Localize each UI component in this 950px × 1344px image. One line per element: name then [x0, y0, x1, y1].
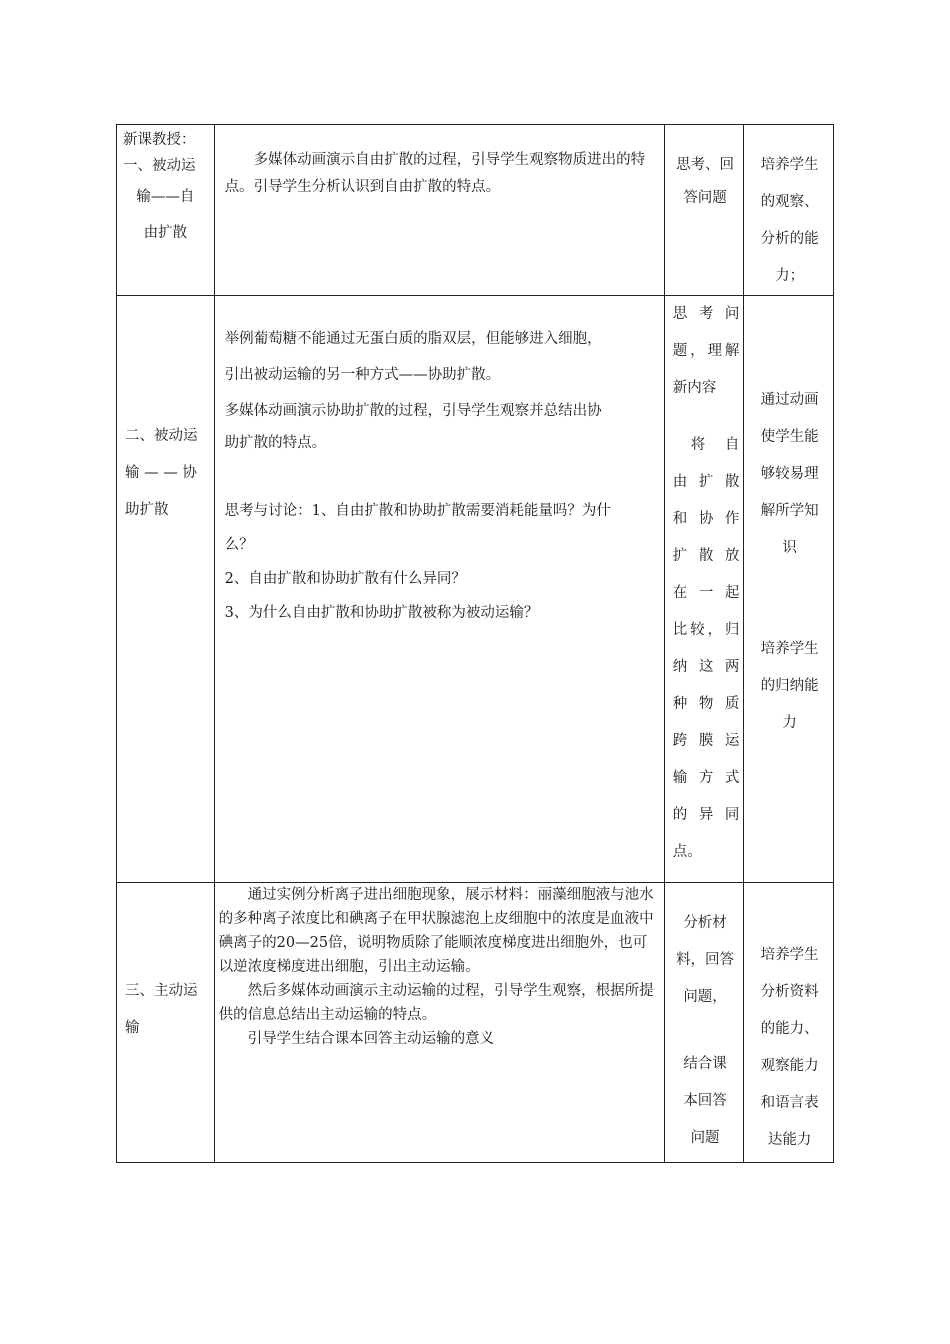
aim-line: 和语言表: [760, 1095, 819, 1111]
student-line: 输方式: [672, 770, 740, 786]
student-line: 扩散放: [672, 548, 740, 564]
aim-cell: [744, 883, 834, 1163]
student-activity-cell: [664, 296, 744, 883]
process-cell: [214, 883, 664, 1163]
student-line: 和协作: [672, 511, 740, 527]
aim-line: 分析的能: [760, 231, 819, 247]
student-line: 思考、回: [676, 157, 735, 173]
table-row: [117, 125, 834, 296]
process-line: 多媒体动画演示协助扩散的过程，引导学生观察并总结出协: [224, 403, 602, 419]
topic-cell: [117, 883, 215, 1163]
topic-line: 输——自: [136, 189, 195, 205]
process-line: 举例葡萄糖不能通过无蛋白质的脂双层，但能够进入细胞，: [224, 331, 602, 347]
student-line: 纳这两: [672, 659, 740, 675]
process-line: 引出被动运输的另一种方式——协助扩散。: [224, 367, 501, 383]
student-line: 比较，归: [672, 622, 740, 638]
aim-line: 培养学生: [760, 157, 819, 173]
aim-line: 力: [782, 715, 797, 731]
aim-line: 达能力: [767, 1132, 812, 1148]
student-line: 在一起: [672, 585, 740, 601]
discussion-line: 3、为什么自由扩散和协助扩散被称为被动运输？: [224, 605, 539, 621]
aim-line: 培养学生: [760, 641, 819, 657]
aim-line: 的归纳能: [760, 678, 819, 694]
aim-line: 的能力、: [760, 1021, 819, 1037]
topic-cell: [117, 296, 215, 883]
student-line: 新内容: [672, 380, 717, 396]
student-line: 结合课: [683, 1056, 727, 1072]
aim-line: 识: [782, 540, 797, 556]
student-line: 思考问: [672, 306, 740, 322]
aim-cell: [744, 296, 834, 883]
student-line: 答问题: [683, 190, 727, 206]
student-line: 题，理解: [672, 343, 740, 359]
discussion-line: 2、自由扩散和协助扩散有什么异同？: [224, 571, 466, 587]
table-row: [117, 883, 834, 1163]
student-line: 种物质: [672, 696, 740, 712]
lesson-plan-table: [116, 124, 834, 1163]
process-cell: [214, 125, 664, 296]
aim-line: 观察能力: [760, 1058, 819, 1074]
aim-line: 的观察、: [760, 194, 819, 210]
aim-line: 够较易理: [760, 466, 819, 482]
student-line: 跨膜运: [672, 733, 740, 749]
student-line: 问题: [690, 1130, 720, 1146]
process-paragraph: 引导学生结合课本回答主动运输的意义: [247, 1031, 495, 1047]
aim-line: 分析资料: [760, 984, 819, 1000]
discussion-line: 么？: [224, 537, 254, 553]
process-paragraph: 然后多媒体动画演示主动运输的过程，引导学生观察，根据所提供的信息总结出主动运输的特点。: [218, 983, 654, 1023]
student-line: 本回答: [683, 1093, 727, 1109]
topic-line: 输: [125, 1020, 140, 1036]
process-paragraph: 通过实例分析离子进出细胞现象，展示材料：丽藻细胞液与池水的多种离子浓度比和碘离子在甲状腺滤泡上皮细胞中的浓度是血液中碘离子的20—25倍，说明物质除了能顺浓度梯度进出细胞外，也可以逆浓度梯度进出细胞，引出主动运输。: [218, 887, 654, 975]
student-line: 问题，: [683, 989, 727, 1005]
discussion-line: 思考与讨论：1、自由扩散和协助扩散需要消耗能量吗？为什: [224, 503, 611, 519]
aim-cell: [744, 125, 834, 296]
topic-line: 由扩散: [143, 225, 188, 241]
process-line: 助扩散的特点。: [224, 435, 327, 451]
student-line: 点。: [672, 844, 702, 860]
student-activity-cell: [664, 883, 744, 1163]
student-line: 将自: [690, 437, 740, 453]
aim-line: 力；: [775, 268, 805, 284]
student-activity-cell: [664, 125, 744, 296]
topic-line: 二、被动运: [125, 428, 198, 444]
table-row: [117, 296, 834, 883]
topic-line: 新课教授：: [123, 132, 196, 148]
student-line: 由扩散: [672, 474, 740, 490]
topic-line: 输 — — 协: [125, 465, 197, 481]
process-text: 多媒体动画演示自由扩散的过程，引导学生观察物质进出的特点。引导学生分析认识到自由扩散的特点。: [224, 152, 646, 195]
process-cell: [214, 296, 664, 883]
aim-line: 培养学生: [760, 947, 819, 963]
student-line: 的异同: [672, 807, 740, 823]
student-line: 分析材: [683, 915, 727, 931]
aim-line: 使学生能: [760, 429, 819, 445]
aim-line: 解所学知: [760, 503, 819, 519]
topic-line: 助扩散: [125, 502, 169, 518]
topic-line: 一、被动运: [123, 158, 196, 174]
topic-cell: [117, 125, 215, 296]
aim-line: 通过动画: [760, 392, 819, 408]
topic-line: 三、主动运: [125, 983, 198, 999]
student-line: 料，回答: [676, 952, 735, 968]
